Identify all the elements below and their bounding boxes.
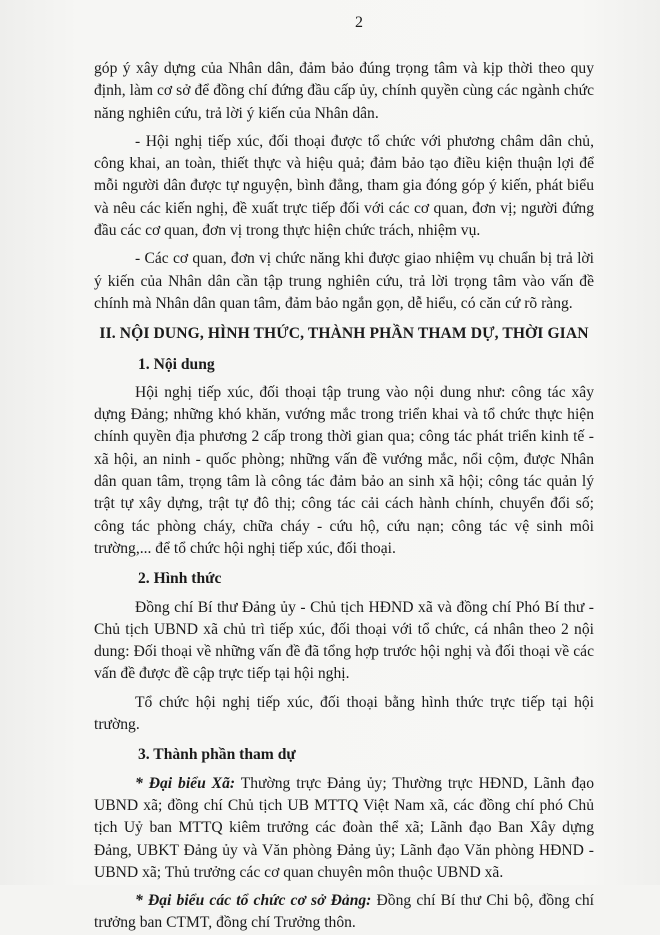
paragraph-principles: - Hội nghị tiếp xúc, đối thoại được tổ chức với phương châm dân chủ, công khai, an toàn, thiết thực và hiệu quả; đảm bảo tạo điều kiện thuận lợi để mỗi người dân được tự nguyện, bình đẳng, tham gia đóng góp ý kiến, phát biểu và nêu các kiến nghị, đề xuất trực tiếp đối với các cơ quan, đơn vị; người đứng đầu các cơ quan, đơn vị trong thực hiện chức trách, nhiệm vụ.: [94, 132, 594, 240]
paragraph-format: Đồng chí Bí thư Đảng ủy - Chủ tịch HĐND xã và đồng chí Phó Bí thư - Chủ tịch UBND xã chủ trì tiếp xúc, đối thoại với tổ chức, cá nhân theo 2 nội dung: Đối thoại về những vấn đề đã tổng hợp trước hội nghị và đối thoại về các vấn đề được đề cập trực tiếp tại hội nghị.: [94, 598, 594, 683]
subheading-content: 1. Nội dung: [138, 355, 215, 373]
page-number: 2: [355, 14, 363, 31]
paragraph-content: Hội nghị tiếp xúc, đối thoại tập trung vào nội dung như: công tác xây dựng Đảng; những khó khăn, vướng mắc trong triển khai và tổ chức thực hiện chính quyền địa phương 2 cấp trong thời gian qua; công tác phát triển kinh tế - xã hội, an ninh - quốc phòng; những vấn đề vướng mắc, nổi cộm, được Nhân dân quan tâm, trọng tâm là công tác đảm bảo an sinh xã hội; công tác quản lý trật tự xây dựng, trật tự đô thị; công tác cải cách hành chính, chuyển đổi số; công tác phòng cháy, chữa cháy - cứu hộ, cứu nạn; công tác vệ sinh môi trường,... để tổ chức hội nghị tiếp xúc, đối thoại.: [94, 383, 594, 557]
commune-delegates-label: * Đại biểu Xã:: [135, 774, 236, 792]
paragraph-intro-continuation: góp ý xây dựng của Nhân dân, đảm bảo đúng trọng tâm và kịp thời theo quy định, làm cơ sở để đồng chí đứng đầu cấp ủy, chính quyền cùng các ngành chức năng nghiên cứu, trả lời ý kiến của Nhân dân.: [94, 60, 594, 122]
paragraph-party-delegates: [94, 890, 594, 935]
commune-delegates-text: Thường trực Đảng ủy; Thường trực HĐND, Lãnh đạo UBND xã; đồng chí Chủ tịch UB MTTQ Việt Nam xã, các đồng chí phó Chủ tịch Uỷ ban MTTQ kiêm trưởng các đoàn thể xã; Lãnh đạo Ban Xây dựng Đảng, UBKT Đảng ủy và Văn phòng Đảng ủy; Lãnh đạo Văn phòng HĐND - UBND xã; Thủ trưởng các cơ quan chuyên môn thuộc UBND xã.: [94, 774, 594, 881]
subheading-participants: 3. Thành phần tham dự: [138, 746, 296, 764]
paragraph-format-venue: Tổ chức hội nghị tiếp xúc, đối thoại bằng hình thức trực tiếp tại hội trường.: [94, 693, 594, 734]
subheading-format: 2. Hình thức: [138, 570, 222, 588]
paragraph-responsibilities: - Các cơ quan, đơn vị chức năng khi được giao nhiệm vụ chuẩn bị trả lời ý kiến của Nhân dân cần tập trung nghiên cứu, trả lời trọng tâm vào vấn đề chính mà Nhân dân quan tâm, đảm bảo ngắn gọn, dễ hiểu, có căn cứ rõ ràng.: [94, 250, 594, 312]
party-delegates-text: Đồng chí Bí thư Chi bộ, đồng chí trưởng ban CTMT, đồng chí Trưởng thôn.: [94, 892, 595, 932]
paragraph-commune-delegates: [94, 773, 594, 884]
party-delegates-label: * Đại biểu các tổ chức cơ sở Đảng:: [135, 892, 372, 910]
section-heading-ii: II. NỘI DUNG, HÌNH THỨC, THÀNH PHẦN THAM DỰ, THỜI GIAN: [99, 325, 589, 343]
